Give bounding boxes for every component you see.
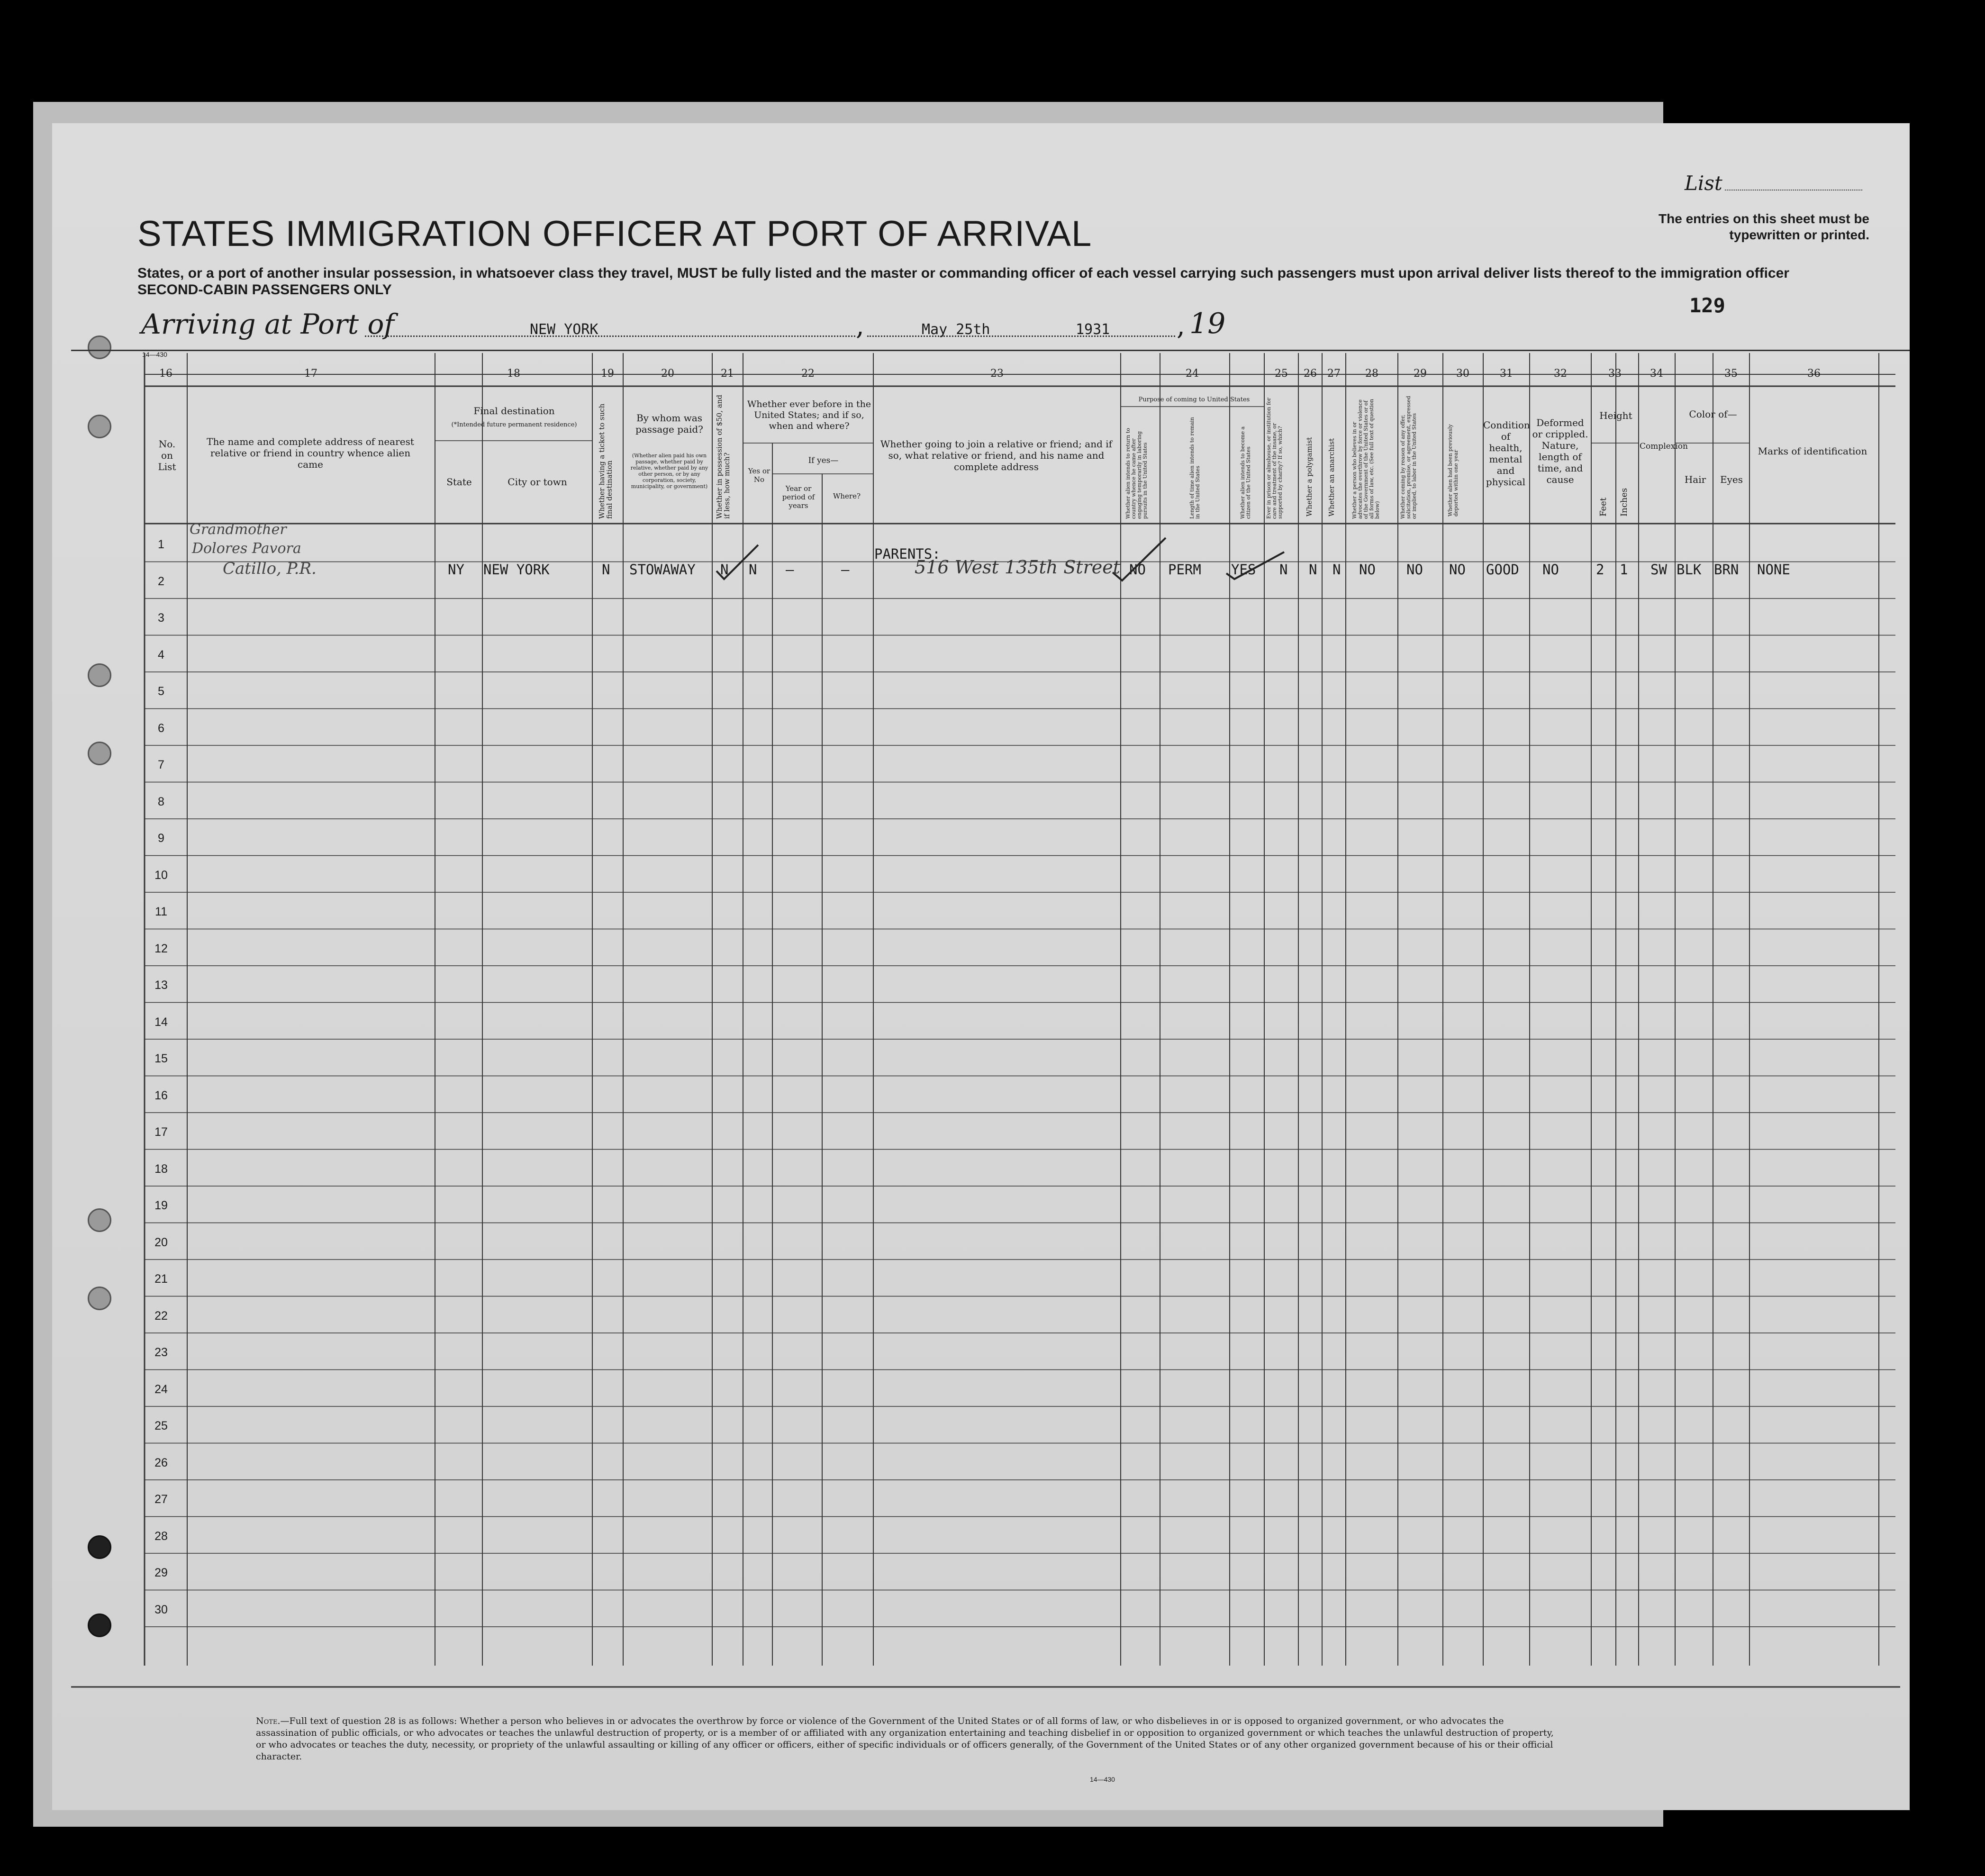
row-number: 5 — [158, 685, 164, 698]
row-number: 21 — [154, 1272, 168, 1286]
column-number: 20 — [661, 368, 674, 380]
column-number: 16 — [159, 368, 172, 380]
row-number: 7 — [158, 758, 164, 771]
cell-health: GOOD — [1486, 562, 1519, 578]
row-number: 18 — [154, 1162, 168, 1176]
column-number: 35 — [1724, 368, 1738, 380]
col29-header: Whether coming by reason of any offer, solicitation, promise, or agreement, expressed or implied, to labor in the United States — [1400, 396, 1417, 519]
year-value: 1931 — [1076, 321, 1110, 338]
cell-q29: NO — [1406, 562, 1423, 578]
col26-header: Whether a polygamist — [1305, 437, 1314, 517]
footnote — [256, 1715, 1564, 1763]
column-number: 25 — [1275, 368, 1288, 380]
column-number: 18 — [507, 368, 520, 380]
column-number: 36 — [1807, 368, 1821, 380]
row-number: 11 — [155, 905, 167, 918]
col17-header: The name and complete address of nearest relative or friend in country whence alien came — [207, 436, 414, 470]
col16-header: No. on List — [158, 438, 176, 472]
column-number: 23 — [990, 368, 1004, 380]
row-number: 3 — [158, 611, 164, 625]
date-value: May 25th — [922, 321, 990, 338]
col22-header: Whether ever before in the United States; and if so, when and where? — [747, 399, 871, 431]
row-number: 22 — [154, 1309, 168, 1323]
col27-header: Whether an anarchist — [1327, 438, 1336, 517]
column-number: 33 — [1608, 368, 1622, 380]
port-value: NEW YORK — [530, 321, 598, 338]
row-number: 4 — [158, 648, 164, 662]
column-number: 19 — [601, 368, 614, 380]
column-number: 27 — [1327, 368, 1341, 380]
cell-ticket: N — [602, 562, 610, 578]
col22-where-header: Where? — [833, 492, 861, 500]
col33-feet-header: Feet — [1598, 497, 1608, 517]
col36-header: Marks of identification — [1758, 445, 1867, 457]
cell-join-typed: PARENTS: — [874, 546, 941, 562]
cell-state: NY — [448, 562, 464, 578]
row-number: 27 — [154, 1493, 168, 1506]
col23-header: Whether going to join a relative or friend; and if so, what relative or friend, and his name and complete address — [880, 438, 1113, 472]
column-number: 21 — [721, 368, 734, 380]
col24-header: Purpose of coming to United States — [1138, 396, 1250, 403]
row-number: 14 — [154, 1015, 168, 1029]
column-number: 32 — [1554, 368, 1567, 380]
col24c-header: Whether alien intends to become a citizen of the United States — [1240, 426, 1251, 519]
comma: , — [1177, 310, 1185, 341]
row-number: 23 — [154, 1346, 168, 1359]
page-number: 129 — [1689, 294, 1725, 317]
footnote-label: Note. — [256, 1716, 281, 1726]
row-number: 12 — [154, 942, 168, 955]
row-number: 1 — [158, 538, 164, 551]
column-number: 26 — [1304, 368, 1317, 380]
col34-header: Complexion — [1640, 442, 1688, 451]
row-number: 17 — [154, 1125, 168, 1139]
col18-state-header: State — [446, 476, 472, 488]
cell-marks: NONE — [1757, 562, 1790, 578]
row-number: 25 — [154, 1419, 168, 1432]
form-number: 14—430 — [142, 351, 167, 358]
relative-handwriting: Grandmother — [190, 521, 287, 538]
cell-city: NEW YORK — [483, 562, 550, 578]
col35-hair-header: Hair — [1684, 474, 1706, 485]
cell-before-where: – — [841, 562, 850, 578]
column-number: 22 — [801, 368, 815, 380]
col19-header: Whether having a ticket to such final destination — [598, 403, 614, 519]
col22-yesno-header: Yes or No — [748, 467, 770, 484]
row-number: 9 — [158, 832, 164, 845]
col25-header: Ever in prison or almshouse, or institution for care and treatment of the insane, or supported by charity? If so, which? — [1266, 398, 1283, 519]
cell-before-yes-no: N — [749, 562, 757, 578]
col20-header: By whom was passage paid? — [635, 412, 703, 435]
row-number: 10 — [154, 868, 168, 882]
year-prefix: 19 — [1189, 307, 1226, 340]
cell-length: PERM — [1168, 562, 1201, 578]
cell-q30: NO — [1449, 562, 1466, 578]
column-number: 29 — [1414, 368, 1427, 380]
row-number: 16 — [154, 1088, 168, 1102]
col31-header: Condition of health, mental and physical — [1483, 419, 1530, 488]
cell-polygamist: N — [1309, 562, 1317, 578]
cell-prison: N — [1279, 562, 1288, 578]
row-number: 30 — [154, 1603, 168, 1616]
col33-inches-header: Inches — [1619, 488, 1629, 517]
row-number: 6 — [158, 721, 164, 735]
col22-ifyes-header: If yes— — [808, 456, 839, 465]
column-number: 17 — [304, 368, 317, 380]
cell-anarchist: N — [1332, 562, 1341, 578]
col20-subheader: (Whether alien paid his own passage, whether paid by relative, whether paid by any other person, or by any corporation, society, municipality, or government) — [630, 453, 708, 489]
cell-money: N — [720, 562, 729, 578]
row-number: 26 — [154, 1456, 168, 1469]
row-number: 29 — [154, 1566, 168, 1579]
cell-join-handwriting: 516 West 135th Street — [915, 557, 1120, 578]
col18-header: Final destination — [473, 405, 555, 417]
col18-city-header: City or town — [508, 476, 567, 488]
cell-inches: 1 — [1620, 562, 1628, 578]
row-number: 20 — [154, 1235, 168, 1249]
list-label: List — [1685, 172, 1722, 195]
cell-paid-by: STOWAWAY — [629, 562, 696, 578]
col24a-header: Whether alien intends to return to country whence he came after engaging temporarily in laboring pursuits in the United States — [1125, 428, 1148, 519]
cell-complexion: SW — [1650, 562, 1667, 578]
row-number: 2 — [158, 574, 164, 588]
checkmark-icon — [1226, 552, 1284, 579]
row-number: 19 — [154, 1199, 168, 1212]
col33-header: Height — [1599, 410, 1632, 421]
row-number: 8 — [158, 795, 164, 808]
column-number: 31 — [1500, 368, 1513, 380]
cabin-class-label: SECOND-CABIN PASSENGERS ONLY — [137, 282, 392, 298]
cell-hair: BLK — [1677, 562, 1702, 578]
cell-eyes: BRN — [1714, 562, 1739, 578]
entries-note: The entries on this sheet must be typewritten or printed. — [1659, 211, 1869, 242]
row-number: 24 — [154, 1382, 168, 1396]
checkmark-icon — [1113, 538, 1166, 580]
page-subtitle: States, or a port of another insular possession, in whatsoever class they travel, MUST be fully listed and the master or commanding officer of each vessel carrying such passengers must upon arrival deliver lists thereof to the immigration officer — [137, 265, 1789, 281]
col21-header: Whether in possession of $50, and if less, how much? — [715, 395, 731, 519]
col24b-header: Length of time alien intends to remain in the United States — [1189, 417, 1201, 519]
col32-header: Deformed or crippled. Nature, length of time, and cause — [1532, 417, 1588, 485]
cell-before-year: – — [786, 562, 794, 578]
col35-header: Color of— — [1689, 408, 1737, 420]
col18-subheader: (*Intended future permanent residence) — [451, 421, 577, 428]
cell-return: NO — [1129, 562, 1146, 578]
col30-header: Whether alien had been previously deported within one year — [1447, 424, 1459, 517]
arriving-label: Arriving at Port of — [141, 308, 394, 340]
cell-feet: 2 — [1596, 562, 1604, 578]
relative-handwriting: Catillo, P.R. — [223, 559, 317, 578]
row-number: 28 — [154, 1529, 168, 1543]
col35-eyes-header: Eyes — [1720, 474, 1743, 485]
column-number: 24 — [1186, 368, 1199, 380]
column-number: 34 — [1650, 368, 1663, 380]
cell-citizen: YES — [1231, 562, 1256, 578]
column-number: 28 — [1365, 368, 1378, 380]
col22-year-header: Year or period of years — [782, 484, 815, 510]
col28-header: Whether a person who believes in or advocates the overthrow by force or violence of the Government of the United States or of all forms of law, etc. (See full text of question below) — [1351, 399, 1380, 519]
row-number: 15 — [154, 1052, 168, 1065]
row-number: 13 — [154, 979, 168, 992]
checkmark-icon — [716, 545, 758, 579]
footnote-text: —Full text of question 28 is as follows: Whether a person who believes in or advocates the overthrow by force or violence of the Government of the United States or of all forms of law, or who disbelieves in or is opposed to organized government, or who advocates the assassination of public officials, or who advocates or teaches the unlawful destruction of property, or is a member of or affiliated with any organization entertaining and teaching disbelief in or opposition to organized government or which teaches the unlawful destruction of property, or who advocates or teaches the duty, necessity, or propriety of the unlawful assaulting or killing of any officer or officers, either of specific individuals or of officers generally, of the Government of the United States or of any other organized government because of his or their official character. — [256, 1716, 1554, 1762]
page-title: STATES IMMIGRATION OFFICER AT PORT OF ARRIVAL — [137, 214, 1092, 254]
relative-handwriting: Dolores Pavora — [192, 540, 301, 557]
cell-deformed: NO — [1542, 562, 1559, 578]
comma: , — [856, 310, 864, 341]
cell-q28: NO — [1359, 562, 1376, 578]
column-number: 30 — [1456, 368, 1469, 380]
form-number-footer: 14—430 — [1090, 1776, 1115, 1783]
